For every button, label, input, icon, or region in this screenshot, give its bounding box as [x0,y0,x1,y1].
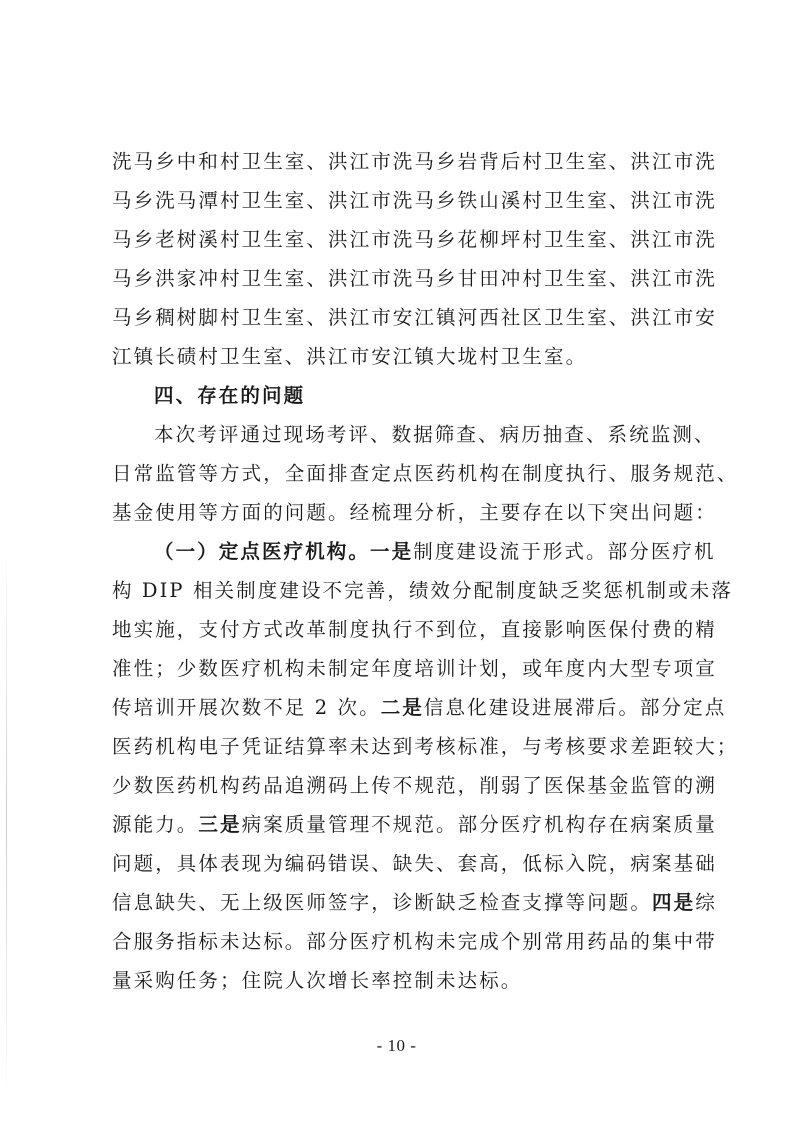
text-line [112,883,717,922]
text-run: 综 [695,891,717,914]
text-line: 准性；少数医疗机构未制定年度培训计划，或年度内大型专项宣 [112,657,717,680]
text-line: 日常监管等方式，全面排查定点医药机构在制度执行、服务规范、 [112,462,739,485]
text-run: 信息缺失、无上级医师签字，诊断缺乏检查支撑等问题。 [112,891,653,914]
text-line [112,688,727,727]
point-marker: 一是 [370,540,414,563]
text-run: 源能力。 [112,813,199,836]
text-line: 问题，具体表现为编码错误、缺失、套高，低标入院，病案基础 [112,852,717,875]
sub-heading: （一）定点医疗机构。 [154,540,371,563]
text-line: 本次考评通过现场考评、数据筛查、病历抽查、系统监测、 [154,423,716,446]
section-heading: 四、存在的问题 [154,384,306,407]
text-run: 信息化建设进展滞后。部分定点 [423,696,727,719]
text-line: 洗马乡中和村卫生室、洪江市洗马乡岩背后村卫生室、洪江市洗 [112,150,717,173]
text-line: 少数医药机构药品追溯码上传不规范，削弱了医保基金监管的溯 [112,774,717,797]
text-line: 构 DIP 相关制度建设不完善，绩效分配制度缺乏奖惩机制或未落 [112,579,733,602]
sub-heading-line [112,532,716,571]
text-run: 传培训开展次数不足 2 次。 [112,696,381,719]
text-line: 医药机构电子凭证结算率未达到考核标准，与考核要求差距较大； [112,735,739,758]
scan-shadow-edge [6,540,7,1100]
text-run: 病案质量管理不规范。部分医疗机构存在病案质量 [241,813,717,836]
text-line: 马乡洪家冲村卫生室、洪江市洗马乡甘田冲村卫生室、洪江市洗 [112,267,717,290]
text-line: 马乡老树溪村卫生室、洪江市洗马乡花柳坪村卫生室、洪江市洗 [112,228,717,251]
text-line [112,805,717,844]
point-marker: 三是 [198,813,242,836]
point-marker: 二是 [380,696,424,719]
text-line: 量采购任务；住院人次增长率控制未达标。 [112,969,523,992]
text-line: 合服务指标未达标。部分医疗机构未完成个别常用药品的集中带 [112,930,717,953]
text-line: 马乡稠树脚村卫生室、洪江市安江镇河西社区卫生室、洪江市安 [112,306,717,329]
text-line: 江镇长碛村卫生室、洪江市安江镇大垅村卫生室。 [112,345,588,368]
page-number: - 10 - [376,1036,417,1055]
point-marker: 四是 [652,891,696,914]
text-line: 地实施，支付方式改革制度执行不到位，直接影响医保付费的精 [112,618,717,641]
text-run: 制度建设流于形式。部分医疗机 [413,540,716,563]
document-body [112,142,739,1000]
text-line: 马乡洗马潭村卫生室、洪江市洗马乡铁山溪村卫生室、洪江市洗 [112,189,717,212]
text-line: 基金使用等方面的问题。经梳理分析，主要存在以下突出问题： [112,501,717,524]
